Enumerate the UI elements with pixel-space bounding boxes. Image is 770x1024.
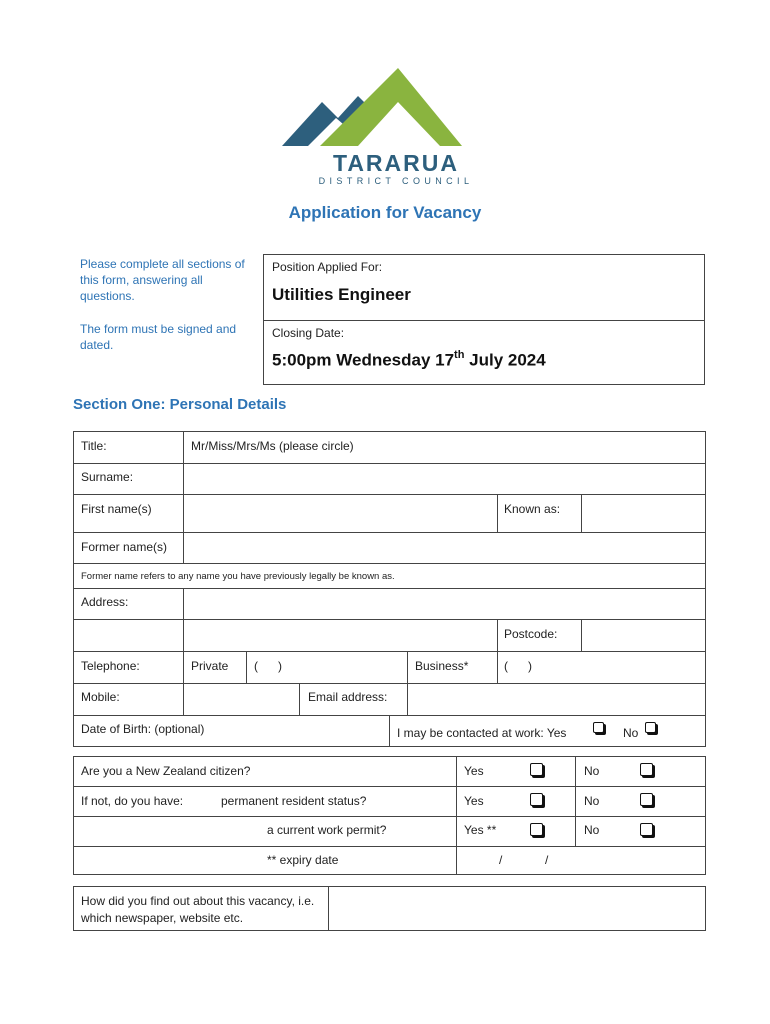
nz-citizen-no-checkbox[interactable] xyxy=(640,763,653,776)
postcode-label: Postcode: xyxy=(504,627,558,641)
postcode-field[interactable] xyxy=(582,620,705,650)
first-names-field[interactable] xyxy=(184,495,496,531)
row-divider xyxy=(73,651,706,652)
position-box xyxy=(263,254,705,385)
expiry-date-field[interactable] xyxy=(458,847,705,874)
business-phone-field[interactable]: ( ) xyxy=(504,659,532,673)
surname-label: Surname: xyxy=(81,470,134,484)
work-permit-yes-checkbox[interactable] xyxy=(530,823,543,836)
col-divider xyxy=(497,494,498,532)
if-not-label: If not, do you have: xyxy=(81,794,184,808)
resident-no-label: No xyxy=(584,794,600,808)
row-divider xyxy=(73,816,706,817)
contact-at-work-label: I may be contacted at work: Yes xyxy=(397,726,567,740)
nz-citizen-yes-checkbox[interactable] xyxy=(530,763,543,776)
col-divider xyxy=(456,756,457,875)
resident-yes-checkbox[interactable] xyxy=(530,793,543,806)
resident-question: permanent resident status? xyxy=(221,794,367,808)
col-divider xyxy=(575,756,576,846)
col-divider xyxy=(328,886,329,931)
contact-at-work-yes-checkbox[interactable] xyxy=(593,722,604,733)
address-label: Address: xyxy=(81,595,129,609)
business-label: Business* xyxy=(415,659,469,673)
mobile-label: Mobile: xyxy=(81,690,120,704)
email-label: Email address: xyxy=(308,690,388,704)
logo-green-peak xyxy=(320,68,462,146)
closing-date-main: 5:00pm Wednesday 17 xyxy=(272,350,455,370)
surname-field[interactable] xyxy=(184,464,705,493)
private-label: Private xyxy=(191,659,229,673)
telephone-label: Telephone: xyxy=(81,659,140,673)
title-options[interactable]: Mr/Miss/Mrs/Ms (please circle) xyxy=(191,439,354,453)
email-field[interactable] xyxy=(408,684,705,714)
closing-date-label: Closing Date: xyxy=(272,326,345,340)
title-label: Title: xyxy=(81,439,107,453)
logo-org-name: TARARUA xyxy=(332,150,459,176)
document-title: Application for Vacancy xyxy=(288,203,482,222)
expiry-slash-1: / xyxy=(499,853,503,867)
col-divider xyxy=(246,651,247,683)
known-as-label: Known as: xyxy=(504,502,561,516)
former-names-field[interactable] xyxy=(184,533,705,562)
logo-org-subtitle: DISTRICT COUNCIL xyxy=(318,176,474,186)
closing-date-value xyxy=(272,350,546,371)
position-divider xyxy=(264,320,704,321)
mobile-field[interactable] xyxy=(184,684,298,714)
nz-citizen-no-label: No xyxy=(584,764,600,778)
expiry-slash-2: / xyxy=(545,853,549,867)
first-names-label: First name(s) xyxy=(81,502,152,516)
section-one-title: Section One: Personal Details xyxy=(73,396,287,413)
resident-yes-label: Yes xyxy=(464,794,484,808)
closing-date-sup: th xyxy=(454,349,465,361)
former-names-label: Former name(s) xyxy=(81,540,168,554)
vacancy-source-field[interactable] xyxy=(330,887,705,930)
instructions-must-sign: The form must be signed and dated. xyxy=(80,322,237,352)
contact-at-work-no-label: No xyxy=(623,726,639,740)
work-permit-yes-label: Yes ** xyxy=(464,823,497,837)
private-phone-field[interactable]: ( ) xyxy=(254,659,282,673)
known-as-field[interactable] xyxy=(582,495,705,531)
work-permit-no-checkbox[interactable] xyxy=(640,823,653,836)
tararua-logo-mountains xyxy=(280,66,465,150)
resident-no-checkbox[interactable] xyxy=(640,793,653,806)
position-applied-value: Utilities Engineer xyxy=(272,285,411,304)
nz-citizen-yes-label: Yes xyxy=(464,764,484,778)
contact-at-work-no-checkbox[interactable] xyxy=(645,722,656,733)
nz-citizen-question: Are you a New Zealand citizen? xyxy=(81,764,251,778)
row-divider xyxy=(73,786,706,787)
row-divider xyxy=(73,563,706,564)
position-applied-label: Position Applied For: xyxy=(272,260,383,274)
vacancy-source-question: How did you find out about this vacancy, i.e. which newspaper, website etc. xyxy=(81,894,315,925)
expiry-label: ** expiry date xyxy=(267,853,339,867)
work-permit-question: a current work permit? xyxy=(267,823,387,837)
dob-label: Date of Birth: (optional) xyxy=(81,722,205,736)
work-permit-no-label: No xyxy=(584,823,600,837)
col-divider xyxy=(389,715,390,747)
closing-date-tail: July 2024 xyxy=(464,350,546,370)
instructions-complete-all: Please complete all sections of this form, answering all questions. xyxy=(80,257,245,303)
former-names-note: Former name refers to any name you have previously legally be known as. xyxy=(81,571,395,582)
col-divider xyxy=(299,683,300,715)
